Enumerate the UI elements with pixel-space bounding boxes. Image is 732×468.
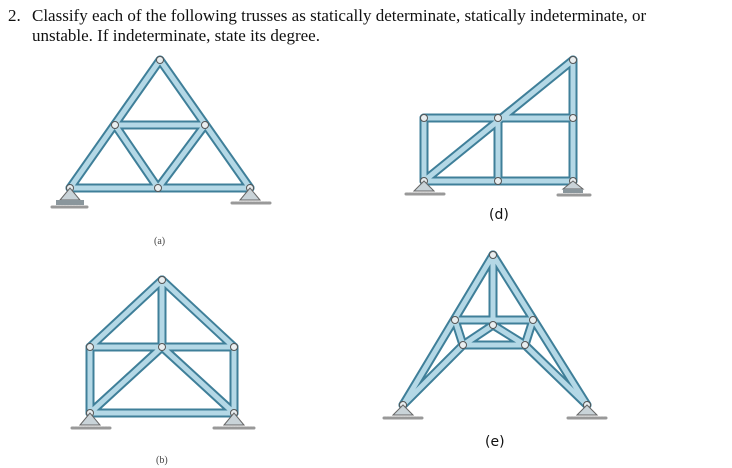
figure-label-b: (b) <box>156 455 168 466</box>
pin-support-icon <box>384 405 422 418</box>
truss-a <box>52 57 270 208</box>
pin-support-icon <box>568 405 606 418</box>
figure-label-d: (d) <box>489 207 509 223</box>
question-line-1: Classify each of the following trusses as statically determinate, statically indeterminate, or <box>32 6 647 25</box>
truss-b <box>72 277 254 429</box>
question-number: 2. <box>8 6 21 25</box>
question-line-2: unstable. If indeterminate, state its degree. <box>32 26 320 45</box>
truss-e <box>384 252 606 419</box>
truss-d <box>406 57 590 196</box>
figure-label-e: (e) <box>485 434 505 450</box>
figure-label-a: (a) <box>154 236 166 247</box>
